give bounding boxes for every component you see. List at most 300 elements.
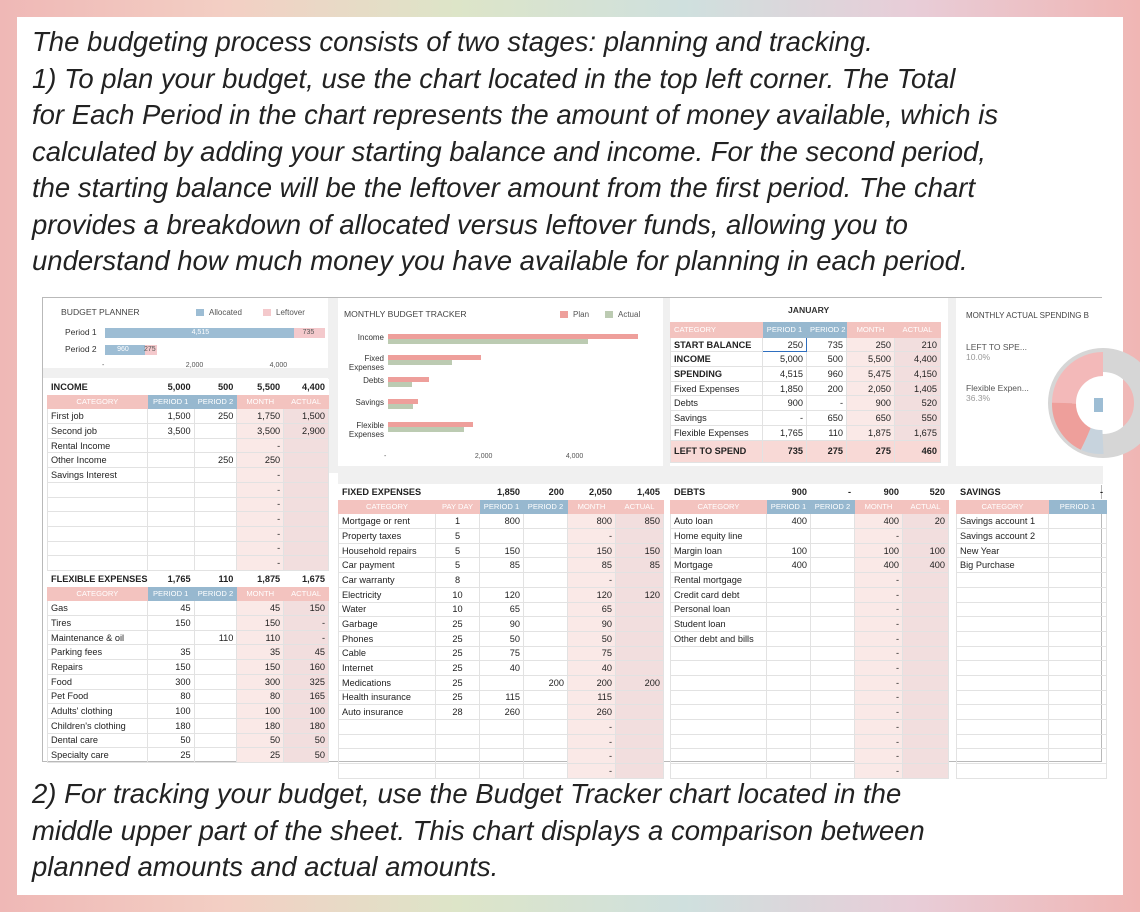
cell[interactable] [616,617,664,632]
cell[interactable]: 75 [568,646,616,661]
cell[interactable] [147,453,194,468]
cell[interactable]: 260 [568,705,616,720]
row-category[interactable] [957,764,1049,779]
cell[interactable] [616,661,664,676]
cell[interactable] [811,661,855,676]
cell[interactable] [194,616,237,631]
cell[interactable]: 5,000 [763,352,807,367]
cell[interactable]: - [284,630,329,645]
row-category[interactable] [957,646,1049,661]
cell[interactable]: 1,850 [763,381,807,396]
cell[interactable] [1049,587,1107,602]
cell[interactable]: - [568,573,616,588]
cell[interactable] [616,720,664,735]
cell[interactable]: 800 [568,514,616,529]
cell[interactable] [903,529,949,544]
cell[interactable]: 800 [480,514,524,529]
cell[interactable] [480,749,524,764]
cell[interactable]: 100 [855,543,903,558]
cell[interactable]: 1,500 [147,409,194,424]
row-category[interactable] [48,526,148,541]
selected-cell[interactable]: 250 [763,337,807,352]
cell[interactable] [284,453,329,468]
cell[interactable]: 150 [237,616,284,631]
cell[interactable]: 25 [436,631,480,646]
cell[interactable]: 735 [807,337,847,352]
cell[interactable]: 1,765 [763,425,807,440]
cell[interactable] [480,675,524,690]
cell[interactable]: 3,500 [237,424,284,439]
cell[interactable]: - [855,720,903,735]
cell[interactable]: 150 [568,543,616,558]
row-category[interactable]: Other debt and bills [671,631,767,646]
cell[interactable]: 100 [237,704,284,719]
row-category[interactable]: Food [48,674,148,689]
cell[interactable] [1049,764,1107,779]
row-category[interactable] [957,675,1049,690]
cell[interactable]: 1,405 [895,381,941,396]
cell[interactable]: 200 [568,675,616,690]
cell[interactable] [767,617,811,632]
cell[interactable] [903,602,949,617]
cell[interactable]: 200 [524,675,568,690]
cell[interactable]: 110 [194,630,237,645]
cell[interactable] [811,631,855,646]
cell[interactable] [480,720,524,735]
row-category[interactable] [48,541,148,556]
cell[interactable] [524,617,568,632]
cell[interactable]: - [237,482,284,497]
row-category[interactable]: Savings account 1 [957,514,1049,529]
row-category[interactable]: Big Purchase [957,558,1049,573]
cell[interactable]: 400 [903,558,949,573]
cell[interactable] [194,424,237,439]
cell[interactable] [767,587,811,602]
cell[interactable] [1049,646,1107,661]
cell[interactable] [767,705,811,720]
row-category[interactable]: First job [48,409,148,424]
cell[interactable]: 1,750 [237,409,284,424]
cell[interactable]: - [763,411,807,426]
cell[interactable]: 45 [284,645,329,660]
cell[interactable] [147,556,194,571]
cell[interactable]: 165 [284,689,329,704]
cell[interactable] [194,689,237,704]
cell[interactable]: 40 [480,661,524,676]
cell[interactable] [811,514,855,529]
cell[interactable]: - [855,602,903,617]
cell[interactable]: - [568,749,616,764]
row-category[interactable]: Tires [48,616,148,631]
cell[interactable] [480,734,524,749]
cell[interactable] [436,749,480,764]
cell[interactable] [811,529,855,544]
cell[interactable]: - [855,734,903,749]
cell[interactable]: - [284,616,329,631]
cell[interactable]: 50 [237,733,284,748]
cell[interactable] [194,541,237,556]
cell[interactable]: 120 [568,587,616,602]
cell[interactable]: 250 [237,453,284,468]
cell[interactable] [524,720,568,735]
cell[interactable] [194,438,237,453]
cell[interactable] [767,690,811,705]
row-category[interactable]: Savings Interest [48,468,148,483]
cell[interactable] [811,720,855,735]
cell[interactable] [767,529,811,544]
cell[interactable]: 5,500 [847,352,895,367]
cell[interactable] [194,660,237,675]
cell[interactable]: 25 [436,690,480,705]
cell[interactable]: 150 [147,660,194,675]
row-category[interactable] [671,705,767,720]
row-category[interactable]: Phones [339,631,436,646]
row-category[interactable]: Personal loan [671,602,767,617]
row-category[interactable]: Property taxes [339,529,436,544]
cell[interactable]: 85 [568,558,616,573]
row-category[interactable]: Health insurance [339,690,436,705]
cell[interactable]: 25 [436,661,480,676]
cell[interactable]: 25 [436,675,480,690]
cell[interactable] [616,646,664,661]
cell[interactable]: - [568,764,616,779]
cell[interactable] [147,468,194,483]
cell[interactable]: 4,400 [895,352,941,367]
cell[interactable]: 4,515 [763,367,807,382]
cell[interactable]: 210 [895,337,941,352]
cell[interactable]: - [807,396,847,411]
cell[interactable]: 400 [855,514,903,529]
cell[interactable] [767,661,811,676]
cell[interactable] [811,646,855,661]
cell[interactable] [284,541,329,556]
cell[interactable] [767,749,811,764]
row-category[interactable]: Maintenance & oil [48,630,148,645]
cell[interactable]: 25 [237,748,284,763]
cell[interactable] [811,690,855,705]
row-category[interactable]: Car warranty [339,573,436,588]
cell[interactable] [903,705,949,720]
cell[interactable]: 2,050 [847,381,895,396]
row-category[interactable] [957,631,1049,646]
cell[interactable]: 260 [480,705,524,720]
cell[interactable] [903,690,949,705]
cell[interactable] [284,468,329,483]
cell[interactable]: 900 [763,396,807,411]
cell[interactable] [811,558,855,573]
cell[interactable]: 50 [147,733,194,748]
cell[interactable] [767,734,811,749]
cell[interactable] [284,512,329,527]
cell[interactable] [903,734,949,749]
row-category[interactable]: Other Income [48,453,148,468]
cell[interactable]: 115 [568,690,616,705]
cell[interactable] [616,631,664,646]
cell[interactable]: 5,475 [847,367,895,382]
cell[interactable]: - [855,705,903,720]
cell[interactable] [147,497,194,512]
cell[interactable] [194,601,237,616]
cell[interactable] [524,558,568,573]
cell[interactable] [524,734,568,749]
cell[interactable] [524,602,568,617]
row-category[interactable]: Rental Income [48,438,148,453]
cell[interactable] [811,602,855,617]
cell[interactable] [1049,705,1107,720]
row-category[interactable] [339,734,436,749]
cell[interactable]: 75 [480,646,524,661]
cell[interactable]: 50 [284,748,329,763]
cell[interactable]: 5 [436,543,480,558]
cell[interactable] [284,556,329,571]
cell[interactable]: 650 [807,411,847,426]
row-category[interactable]: Auto insurance [339,705,436,720]
row-category[interactable]: Savings account 2 [957,529,1049,544]
row-category[interactable] [671,690,767,705]
cell[interactable]: 1,675 [895,425,941,440]
cell[interactable]: - [237,541,284,556]
cell[interactable]: 25 [436,617,480,632]
cell[interactable]: 200 [616,675,664,690]
row-category[interactable]: Credit card debt [671,587,767,602]
cell[interactable] [811,573,855,588]
row-category[interactable]: Home equity line [671,529,767,544]
cell[interactable]: 110 [237,630,284,645]
row-category[interactable]: Electricity [339,587,436,602]
cell[interactable]: 65 [480,602,524,617]
cell[interactable]: 150 [616,543,664,558]
row-category[interactable] [957,690,1049,705]
cell[interactable] [1049,675,1107,690]
cell[interactable]: 850 [616,514,664,529]
cell[interactable]: 120 [616,587,664,602]
cell[interactable] [194,482,237,497]
row-category[interactable]: Margin loan [671,543,767,558]
row-category[interactable]: Medications [339,675,436,690]
cell[interactable]: - [855,573,903,588]
row-category[interactable]: New Year [957,543,1049,558]
cell[interactable] [436,720,480,735]
row-category[interactable] [957,705,1049,720]
cell[interactable] [147,438,194,453]
cell[interactable]: 4,150 [895,367,941,382]
row-category[interactable]: Internet [339,661,436,676]
cell[interactable] [194,704,237,719]
cell[interactable] [1049,661,1107,676]
cell[interactable]: 5 [436,529,480,544]
row-category[interactable]: Gas [48,601,148,616]
cell[interactable]: 110 [807,425,847,440]
cell[interactable] [903,573,949,588]
cell[interactable]: 520 [895,396,941,411]
cell[interactable]: - [237,512,284,527]
cell[interactable]: 85 [480,558,524,573]
cell[interactable]: 120 [480,587,524,602]
cell[interactable] [811,705,855,720]
cell[interactable]: 85 [616,558,664,573]
cell[interactable] [1049,720,1107,735]
cell[interactable] [480,529,524,544]
cell[interactable] [524,661,568,676]
cell[interactable]: 250 [194,409,237,424]
cell[interactable] [616,749,664,764]
cell[interactable] [194,556,237,571]
cell[interactable]: 100 [903,543,949,558]
row-category[interactable]: Dental care [48,733,148,748]
cell[interactable]: 400 [767,558,811,573]
cell[interactable]: 100 [147,704,194,719]
row-category[interactable]: Auto loan [671,514,767,529]
row-category[interactable] [957,734,1049,749]
row-category[interactable] [957,720,1049,735]
cell[interactable]: - [855,749,903,764]
cell[interactable]: 150 [147,616,194,631]
cell[interactable] [903,587,949,602]
cell[interactable]: 160 [284,660,329,675]
cell[interactable] [616,573,664,588]
cell[interactable]: 2,900 [284,424,329,439]
cell[interactable]: 80 [237,689,284,704]
cell[interactable]: 1,500 [284,409,329,424]
cell[interactable]: 3,500 [147,424,194,439]
cell[interactable]: 180 [147,718,194,733]
cell[interactable] [194,645,237,660]
row-category[interactable]: Mortgage or rent [339,514,436,529]
cell[interactable] [194,674,237,689]
cell[interactable]: 550 [895,411,941,426]
cell[interactable] [1049,631,1107,646]
cell[interactable] [147,541,194,556]
row-category[interactable] [957,602,1049,617]
cell[interactable]: 200 [807,381,847,396]
row-category[interactable]: Car payment [339,558,436,573]
cell[interactable]: - [855,661,903,676]
cell[interactable] [147,630,194,645]
row-category[interactable] [339,749,436,764]
row-category[interactable]: Rental mortgage [671,573,767,588]
cell[interactable] [903,675,949,690]
cell[interactable] [194,733,237,748]
cell[interactable]: 1,875 [847,425,895,440]
cell[interactable]: 10 [436,587,480,602]
cell[interactable]: 65 [568,602,616,617]
cell[interactable]: - [855,764,903,779]
cell[interactable] [1049,514,1107,529]
cell[interactable] [767,602,811,617]
cell[interactable]: 400 [767,514,811,529]
cell[interactable] [284,438,329,453]
cell[interactable]: - [855,690,903,705]
row-category[interactable]: Mortgage [671,558,767,573]
row-category[interactable] [48,556,148,571]
cell[interactable]: - [237,556,284,571]
cell[interactable]: 180 [284,718,329,733]
cell[interactable]: 300 [237,674,284,689]
cell[interactable] [524,587,568,602]
cell[interactable]: - [237,526,284,541]
cell[interactable] [1049,749,1107,764]
cell[interactable] [194,748,237,763]
cell[interactable]: 100 [284,704,329,719]
cell[interactable] [811,734,855,749]
cell[interactable] [524,514,568,529]
cell[interactable] [811,749,855,764]
cell[interactable] [524,543,568,558]
row-category[interactable] [671,749,767,764]
cell[interactable] [903,749,949,764]
cell[interactable] [524,529,568,544]
cell[interactable]: 150 [480,543,524,558]
cell[interactable]: 50 [284,733,329,748]
cell[interactable] [284,482,329,497]
row-category[interactable] [48,482,148,497]
cell[interactable]: 325 [284,674,329,689]
cell[interactable] [524,631,568,646]
cell[interactable]: 150 [284,601,329,616]
cell[interactable]: 115 [480,690,524,705]
cell[interactable] [194,497,237,512]
cell[interactable] [616,690,664,705]
cell[interactable]: 500 [807,352,847,367]
cell[interactable]: 960 [807,367,847,382]
cell[interactable] [903,720,949,735]
cell[interactable] [524,646,568,661]
cell[interactable]: 650 [847,411,895,426]
row-category[interactable] [671,720,767,735]
row-category[interactable]: Parking fees [48,645,148,660]
cell[interactable]: - [855,675,903,690]
row-category[interactable]: Children's clothing [48,718,148,733]
row-category[interactable] [957,749,1049,764]
cell[interactable] [811,675,855,690]
cell[interactable] [903,646,949,661]
cell[interactable]: 8 [436,573,480,588]
row-category[interactable]: Cable [339,646,436,661]
cell[interactable] [480,573,524,588]
cell[interactable] [903,617,949,632]
cell[interactable] [194,512,237,527]
cell[interactable]: 250 [194,453,237,468]
row-category[interactable]: Repairs [48,660,148,675]
cell[interactable] [524,705,568,720]
row-category[interactable] [671,734,767,749]
cell[interactable]: 50 [480,631,524,646]
cell[interactable] [811,617,855,632]
cell[interactable] [194,718,237,733]
cell[interactable] [284,526,329,541]
cell[interactable]: 50 [568,631,616,646]
cell[interactable]: 40 [568,661,616,676]
cell[interactable]: 20 [903,514,949,529]
cell[interactable] [1049,573,1107,588]
cell[interactable] [1049,602,1107,617]
row-category[interactable] [957,587,1049,602]
cell[interactable] [194,526,237,541]
cell[interactable] [616,734,664,749]
cell[interactable]: - [237,497,284,512]
cell[interactable]: 90 [480,617,524,632]
row-category[interactable] [671,675,767,690]
row-category[interactable]: Student loan [671,617,767,632]
cell[interactable]: 45 [147,601,194,616]
cell[interactable] [147,482,194,497]
cell[interactable]: 1 [436,514,480,529]
cell[interactable] [903,661,949,676]
row-category[interactable] [957,617,1049,632]
cell[interactable]: 100 [767,543,811,558]
cell[interactable] [1049,617,1107,632]
row-category[interactable]: Pet Food [48,689,148,704]
